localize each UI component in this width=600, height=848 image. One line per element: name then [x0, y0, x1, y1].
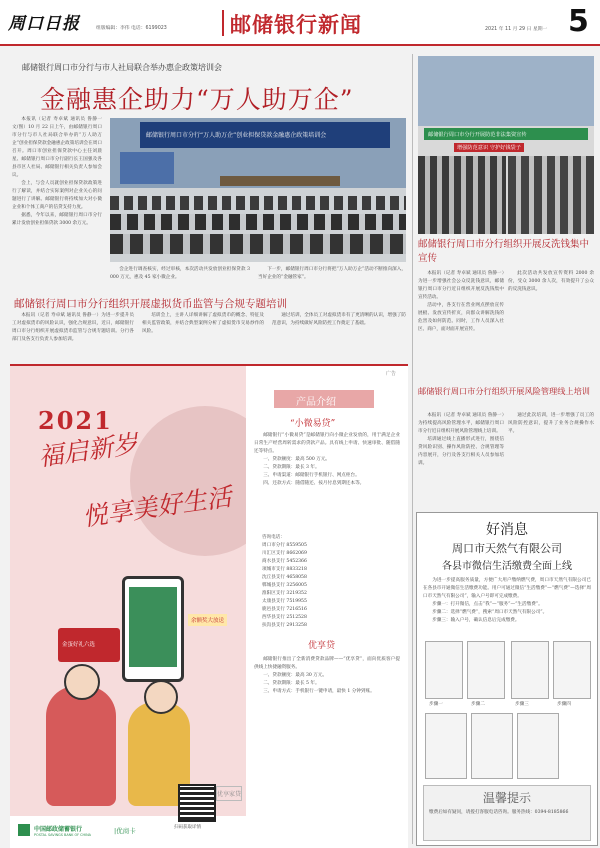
prod2-feature: 三、申请方式：手机银行一键申请，最快 1 分钟到账。 — [263, 689, 375, 694]
contact-item: 扶沟县支行 2913258 — [262, 623, 307, 628]
right-photo-crowd — [508, 156, 594, 234]
prod1-feature: 三、申请渠道：邮储银行手机银行、网点柜台。 — [263, 473, 360, 478]
contact-item: 鹿邑县支行 7216516 — [262, 607, 307, 612]
lead-para: 会上，与会人员就创业担保贷款政策进行了解读，并结合实际案例对企业关心的问题进行了讲解。邮储银行将持续加大对小微企业和个体工商户的信贷支持力度。 — [12, 181, 102, 210]
ad-bank-name: 中国邮政储蓄银行 — [34, 826, 83, 833]
notice-para: 步骤一：打开微信，点击“我”—“服务”—“生活缴费”。 — [432, 602, 543, 607]
qr-code-icon[interactable] — [178, 784, 216, 822]
right2-para: 培训通过线上直播形式进行，围绕信贷风险识别、操作风险防控、合规管理等内容展开，分行及各支行相关人员参加培训。 — [418, 437, 504, 466]
notice-body — [423, 577, 591, 637]
ad-card-line: 金蛋好礼六选 — [62, 642, 96, 648]
contact-item: 项城市支行 8833218 — [262, 567, 307, 572]
lead-para: 下一步，邮储银行周口市分行将把“万人助万企”活动不断推向深入，当好企业的“金融管家”。 — [258, 267, 406, 280]
tip-title: 温馨提示 — [482, 791, 531, 805]
photo-stage-table — [220, 176, 340, 186]
notice-box — [416, 512, 598, 846]
right1-para: 此次活动共发放宣传资料 2000 余份，受众 3000 余人次，有效提升了公众的反洗钱意识。 — [508, 271, 594, 292]
ad-year: 2021 — [38, 406, 113, 435]
ad-art-panel — [10, 366, 246, 846]
contact-item: 太康县支行 7519955 — [262, 599, 307, 604]
lead-para: 会企进行调查核实，经过审核，本次活动共发放创业担保贷款 3000 万元，惠及 45 家小微企业。 — [110, 267, 250, 280]
ad-slogan-1: 福启新岁 — [36, 429, 140, 472]
contacts-title: 咨询电话： — [262, 535, 285, 540]
page-number: 5 — [568, 4, 589, 39]
lead-photo — [110, 118, 406, 262]
step-shot — [425, 713, 467, 779]
step-label: 步骤二 — [471, 702, 485, 707]
step-shot — [471, 713, 513, 779]
lead-para: 本报讯（记者 寿卓斌 通讯员 鲁静一 文/图）10 月 22 日上午，由邮储银行周口市分行与市人社局联合举办的“万人助万企”创业担保贷款金融惠企政策培训会在周口召开。周口市创业担保贷款中心主任刘晨星、邮储银行周口市分行副行长王国强及各县市区人社局、邮储银行相关负责人参加会议。 — [12, 117, 102, 178]
ad-brand: |优商卡 — [114, 827, 136, 835]
step-shot — [467, 641, 505, 699]
lead-kicker: 邮储银行周口市分行与市人社局联合举办惠企政策培训会 — [22, 63, 222, 72]
prod2-feature: 二、贷款期限：最长 5 年。 — [263, 681, 320, 686]
photo-audience-row — [110, 234, 406, 254]
notice-line-1: 周口市天然气有限公司 — [452, 542, 562, 555]
prod1-feature: 一、贷款额度：最高 500 万元。 — [263, 457, 331, 462]
notice-para: 为进一步提高服务质量，方便广大用户缴纳燃气费，周口市天然气有限公司已在各县市开通微信生活缴费功能。用户可通过微信“生活缴费”—“燃气费”—选择“周口市天然气有限公司”，输入户号即可完成缴费。 — [423, 578, 591, 599]
editor-line: 组版编辑：李伟 电话：6199023 — [96, 26, 167, 31]
prod1-title: “小微易贷” — [290, 419, 336, 429]
story2-col-3 — [272, 312, 406, 358]
right1-headline: 邮储银行周口市分行组织开展反洗钱集中宣传 — [418, 239, 590, 264]
ad-phone-screen — [129, 587, 177, 667]
section-title: 邮储银行新闻 — [230, 12, 362, 37]
ad-figure-head — [64, 664, 100, 700]
photo-banner-text: 邮储银行周口市分行“万人助万企”创业担保贷款金融惠企政策培训会 — [146, 132, 327, 139]
date-line: 2021 年 11 月 29 日 星期一 — [485, 27, 548, 32]
contact-item: 商水县支行 5452366 — [262, 559, 307, 564]
step-label: 步骤四 — [557, 702, 571, 707]
notice-para: 步骤二：选择“燃气费”，搜索“周口市天然气有限公司”。 — [432, 610, 548, 615]
prod1-feature: 二、贷款期限：最长 3 年。 — [263, 465, 320, 470]
contacts-list — [262, 534, 382, 630]
column-divider — [412, 54, 413, 844]
prod1-feature: 四、还款方式：随借随还、按月付息到期还本等。 — [263, 481, 365, 486]
contact-item: 郸城县支行 3256005 — [262, 583, 307, 588]
notice-line-2: 各县市微信生活缴费全面上线 — [442, 561, 572, 572]
contact-item: 川汇区支行 8662069 — [262, 551, 307, 556]
lead-headline: 金融惠企助力“万人助万企” — [40, 85, 354, 114]
story2-headline: 邮储银行周口市分行组织开展虚拟货币监管与合规专题培训 — [14, 298, 287, 310]
right2-col-1 — [418, 412, 504, 504]
ad-figure — [46, 686, 116, 806]
prod2-intro: 邮储银行推出了全新消费贷款品牌——“优享贷”，面向优质客户提供线上快捷融资服务。 — [254, 657, 400, 670]
lead-para: 据悉，今年以来，邮储银行周口市分行累计发放创业担保贷款 3000 余万元。 — [12, 213, 102, 226]
prod1-intro: 邮储银行“小微易贷”是邮储银行向小微企业发放的，用于满足企业日常生产经营周转需求的贷款产品。具有线上申请、快速审批、随借随还等特点。 — [254, 433, 400, 454]
lead-tail-col-2 — [258, 266, 406, 292]
right1-para: 活动中，各支行在营业网点摆放宣传展板、发放宣传折页，向群众讲解洗钱的危害及如何防范。同时，工作人员深入社区、商户，面对面开展宣传。 — [418, 303, 504, 332]
prod1-body — [254, 432, 400, 528]
right2-para: 本报讯（记者 寿卓斌 通讯员 鲁静一）为持续提高风险管理水平，邮储银行周口市分行近日组织开展风险管理线上培训。 — [418, 413, 504, 434]
section-box — [222, 10, 224, 36]
tip-body: 缴费后如有疑问，请拨打客服电话咨询。服务热线：0394-8185866 — [429, 810, 569, 815]
step-shot — [425, 641, 463, 699]
prod2-body — [254, 656, 400, 842]
notice-title: 好消息 — [486, 522, 528, 538]
right1-para: 本报讯（记者 寿卓斌 通讯员 鲁静一）为进一步增强社会公众反洗钱意识，邮储银行周口市分行近日组织开展反洗钱集中宣传活动。 — [418, 271, 504, 300]
photo-audience-row — [110, 196, 406, 210]
ad-phone — [122, 576, 184, 682]
newspaper-logo: 周口日报 — [8, 14, 80, 34]
prod2-feature: 一、贷款额度：最高 30 万元。 — [263, 673, 328, 678]
right-photo-sub: 增强防范意识 守护好钱袋子 — [454, 143, 524, 152]
step-shot — [553, 641, 591, 699]
photo-screen — [120, 152, 174, 184]
right2-headline: 邮储银行周口市分行组织开展风险管理线上培训 — [418, 386, 590, 396]
ad-sticker: 优享家贷 — [216, 786, 242, 801]
right1-col-1 — [418, 270, 504, 360]
story2-col-1 — [12, 312, 134, 358]
ad-block — [10, 364, 408, 848]
masthead-rule — [0, 44, 600, 46]
qr-caption: 扫码获取详情 — [174, 825, 201, 830]
story2-para: 培训会上，主讲人详细讲解了虚拟货币的概念、特征及相关监管政策，并结合典型案例分析了虚拟货币交易炒作的风险。 — [142, 313, 264, 334]
story2-para: 本报讯（记者 寿卓斌 通讯员 鲁静一）为进一步提升员工对虚拟货币的风险认识，强化合规意识，近日，邮储银行周口市分行组织开展虚拟货币监管与合规专题培训。分行各部门及各支行负责人参加培训。 — [12, 313, 134, 342]
product-title: 产品介绍 — [296, 397, 336, 408]
contact-item: 沈丘县支行 4658058 — [262, 575, 307, 580]
right2-para: 通过此次培训，进一步增强了员工的风险防控意识，提升了业务合规操作水平。 — [508, 413, 594, 434]
right1-col-2 — [508, 270, 594, 360]
ad-slogan-2: 悦享美好生活 — [80, 482, 234, 532]
photo-audience-row — [110, 214, 406, 230]
story2-para: 通过培训，全体员工对虚拟货币有了更清晰的认识，增强了防范意识，为持续做好风险防控工作奠定了基础。 — [272, 313, 406, 326]
prod2-title: 优享贷 — [308, 641, 336, 651]
bank-logo-icon — [18, 824, 30, 836]
right-photo-top — [418, 56, 594, 126]
ad-figure-head — [144, 680, 178, 714]
step-shot — [517, 713, 559, 779]
step-label: 步骤三 — [515, 702, 529, 707]
lead-tail-col-1 — [110, 266, 250, 292]
story2-col-2 — [142, 312, 264, 358]
notice-para: 步骤三：输入户号，确认信息后完成缴费。 — [432, 618, 520, 623]
ad-bank-en: POSTAL SAVINGS BANK OF CHINA — [34, 833, 91, 837]
contact-item: 西华县支行 2512528 — [262, 615, 307, 620]
step-label: 步骤一 — [429, 702, 443, 707]
right-photo-crowd — [418, 156, 506, 234]
ad-tag-1: 余额奖大放送 — [188, 614, 227, 626]
masthead — [0, 0, 600, 46]
contact-item: 周口市分行 8559505 — [262, 543, 307, 548]
right-photo-banner-text: 邮储银行周口市分行开展防范非法集资宣传 — [428, 132, 527, 138]
contact-item: 淮阳区支行 3219352 — [262, 591, 307, 596]
lead-body-col — [12, 116, 102, 292]
right-photo — [418, 56, 594, 234]
right2-col-2 — [508, 412, 594, 504]
step-shot — [511, 641, 549, 699]
ad-label: 广告 — [386, 371, 397, 377]
